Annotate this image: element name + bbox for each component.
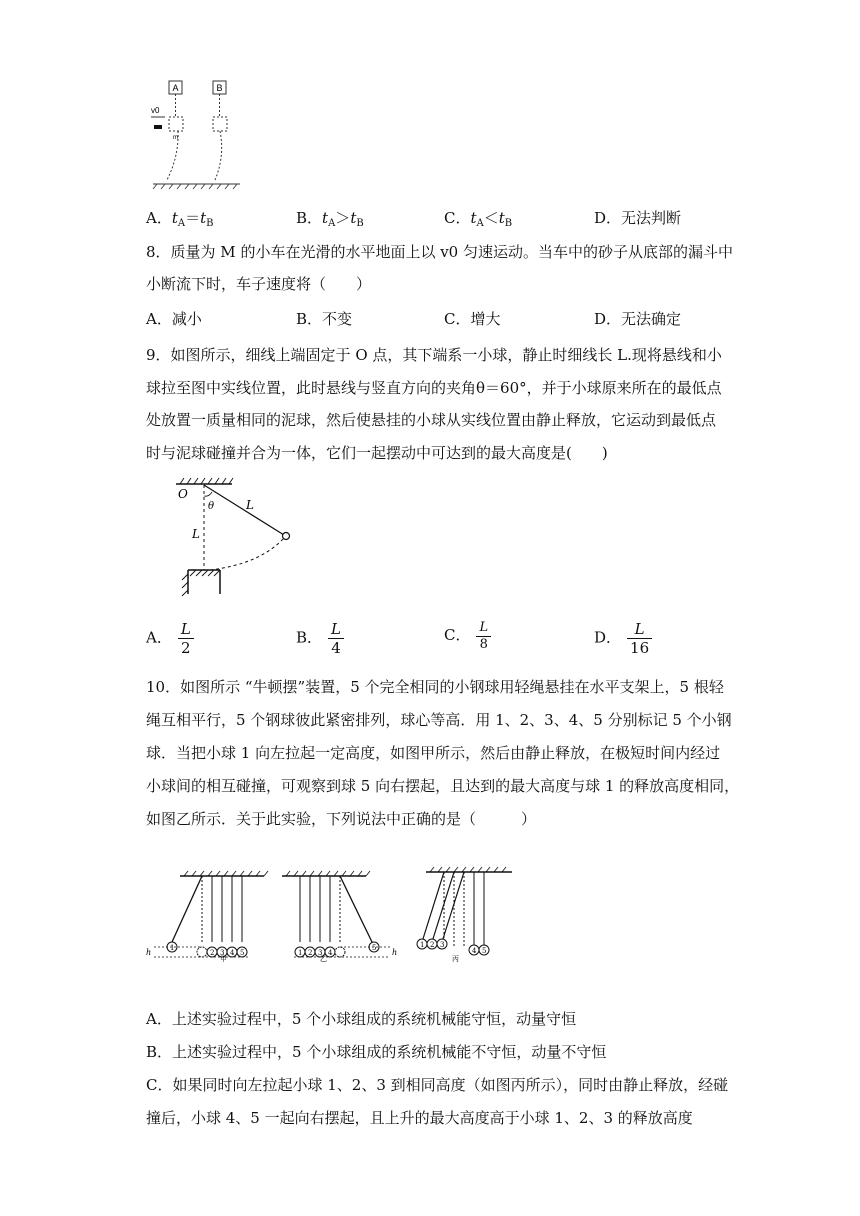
option-letter: B．	[296, 628, 323, 647]
ball-1: 1	[298, 949, 303, 957]
ball-4: 4	[230, 949, 235, 957]
ball-4: 4	[328, 949, 333, 957]
cradle-jia	[146, 871, 268, 962]
fraction-numerator: L	[331, 620, 341, 638]
option-sub: A	[177, 218, 186, 229]
q10-newton-cradle-figure	[144, 862, 524, 962]
q10-line-5: 如图乙所示．关于此实验，下列说法中正确的是（ ）	[146, 810, 537, 828]
ball-2: 2	[308, 949, 313, 957]
option-var: t	[322, 209, 329, 227]
point-o-label: O	[178, 487, 188, 501]
fraction	[476, 620, 491, 653]
label-jia: 甲	[220, 955, 227, 962]
q10-option-b: B．上述实验过程中，5 个小球组成的系统机械能不守恒，动量不守恒	[146, 1043, 607, 1061]
q7-option-a	[146, 208, 214, 234]
option-letter: C．	[444, 626, 471, 644]
q9-option-c	[444, 620, 491, 653]
q9-option-b	[296, 620, 344, 657]
q9-line-2: 球拉至图中实线位置，此时悬线与竖直方向的夹角θ＝60°，并于小球原来所在的最低点	[146, 379, 722, 397]
fraction-numerator: L	[180, 620, 191, 638]
option-var: t	[200, 209, 207, 227]
option-letter: B．	[296, 209, 323, 227]
q10-option-c-line-2: 撞后，小球 4、5 一起向右摆起，且上升的最大高度高于小球 1、2、3 的释放高度	[146, 1109, 693, 1127]
ball-2: 2	[430, 941, 435, 949]
option-letter: D．	[594, 209, 622, 227]
theta-label: θ	[208, 501, 215, 512]
fraction-numerator: L	[479, 620, 489, 635]
fraction-denominator: 4	[331, 639, 341, 657]
ball-4: 4	[472, 947, 477, 955]
option-op: ＝	[185, 209, 201, 227]
ball-5: 5	[482, 947, 487, 955]
q8-option-d: D．无法确定	[594, 310, 682, 328]
option-op: ＜	[483, 209, 499, 227]
fraction-denominator: 8	[479, 637, 488, 652]
fraction	[328, 620, 344, 657]
q9-option-a	[146, 620, 194, 657]
q9-line-1: 9．如图所示，细线上端固定于 O 点，其下端系一小球，静止时细线长 L.现将悬线和小	[146, 346, 722, 364]
q7-option-d	[594, 208, 681, 228]
ball-5: 5	[372, 944, 377, 952]
ball-3: 3	[440, 941, 445, 949]
q7-option-c	[444, 208, 512, 234]
option-letter: A．	[146, 209, 172, 227]
option-letter: C．	[444, 209, 471, 227]
q7-figure	[145, 76, 245, 194]
ball-3: 3	[318, 949, 323, 957]
option-var: t	[350, 209, 357, 227]
q8-line-1: 8．质量为 M 的小车在光滑的水平地面上以 v0 匀速运动。当车中的砂子从底部的漏斗中	[146, 243, 733, 261]
ball-1: 1	[420, 941, 425, 949]
option-var: t	[171, 209, 178, 227]
q9-option-d	[594, 620, 652, 657]
ball-3: 3	[220, 949, 225, 957]
option-text: 无法判断	[621, 209, 682, 227]
option-sub: A	[328, 218, 336, 229]
option-letter: D．	[594, 628, 622, 647]
height-label-yi: h	[392, 948, 398, 957]
vertical-length-label: L	[192, 527, 200, 541]
height-label-jia: h	[146, 948, 152, 957]
q10-line-3: 球．当把小球 1 向左拉起一定高度，如图甲所示，然后由静止释放，在极短时间内经过	[146, 744, 721, 762]
option-letter: A．	[146, 628, 172, 647]
q10-option-c-line-1: C．如果同时向左拉起小球 1、2、3 到相同高度（如图丙所示），同时由静止释放，经碰	[146, 1076, 729, 1094]
fraction-numerator: L	[634, 620, 645, 638]
label-bing: 丙	[452, 955, 459, 962]
ball-1: 1	[170, 944, 175, 952]
q10-line-2: 绳互相平行，5 个钢球彼此紧密排列，球心等高．用 1、2、3、4、5 分别标记 5 个小钢	[146, 711, 732, 729]
v0-label: v0	[151, 106, 160, 115]
q8-line-2: 小断流下时，车子速度将（ ）	[146, 275, 372, 293]
q9-line-3: 处放置一质量相同的泥球，然后使悬挂的小球从实线位置由静止释放，它运动到最低点	[146, 411, 717, 429]
option-sub: B	[206, 218, 214, 229]
q8-option-c: C．增大	[444, 310, 501, 328]
q8-option-a: A．减小	[146, 310, 202, 328]
option-op: ＞	[335, 209, 351, 227]
option-sub: A	[476, 218, 484, 229]
q9-line-4: 时与泥球碰撞并合为一体，它们一起摆动中可达到的最大高度是( )	[146, 444, 608, 462]
label-yi: 乙	[320, 955, 327, 962]
fraction	[627, 620, 652, 657]
option-var: t	[498, 209, 505, 227]
q8-option-b: B．不变	[296, 310, 353, 328]
fraction-denominator: 16	[630, 639, 650, 657]
ball-5: 5	[240, 949, 245, 957]
box-b-label: B	[216, 83, 223, 93]
box-a-label: A	[172, 83, 179, 93]
option-sub: B	[504, 218, 513, 229]
fraction	[178, 620, 194, 657]
string-length-label: L	[246, 498, 254, 512]
option-var: t	[470, 209, 477, 227]
cradle-bing	[417, 867, 512, 962]
m-label: m	[173, 135, 178, 141]
option-sub: B	[356, 218, 364, 229]
cradle-yi	[282, 871, 397, 962]
q10-line-4: 小球间的相互碰撞，可观察到球 5 向右摆起，且达到的最大高度与球 1 的释放高度相同，	[146, 777, 740, 795]
q10-option-a: A．上述实验过程中，5 个小球组成的系统机械能守恒，动量守恒	[146, 1010, 577, 1028]
fraction-denominator: 2	[181, 639, 191, 657]
q9-pendulum-figure	[170, 476, 300, 602]
ball-2: 2	[210, 949, 215, 957]
q10-line-1: 10．如图所示 “牛顿摆”装置，5 个完全相同的小钢球用轻绳悬挂在水平支架上，5 根轻	[146, 678, 724, 696]
q7-option-b	[296, 208, 364, 234]
